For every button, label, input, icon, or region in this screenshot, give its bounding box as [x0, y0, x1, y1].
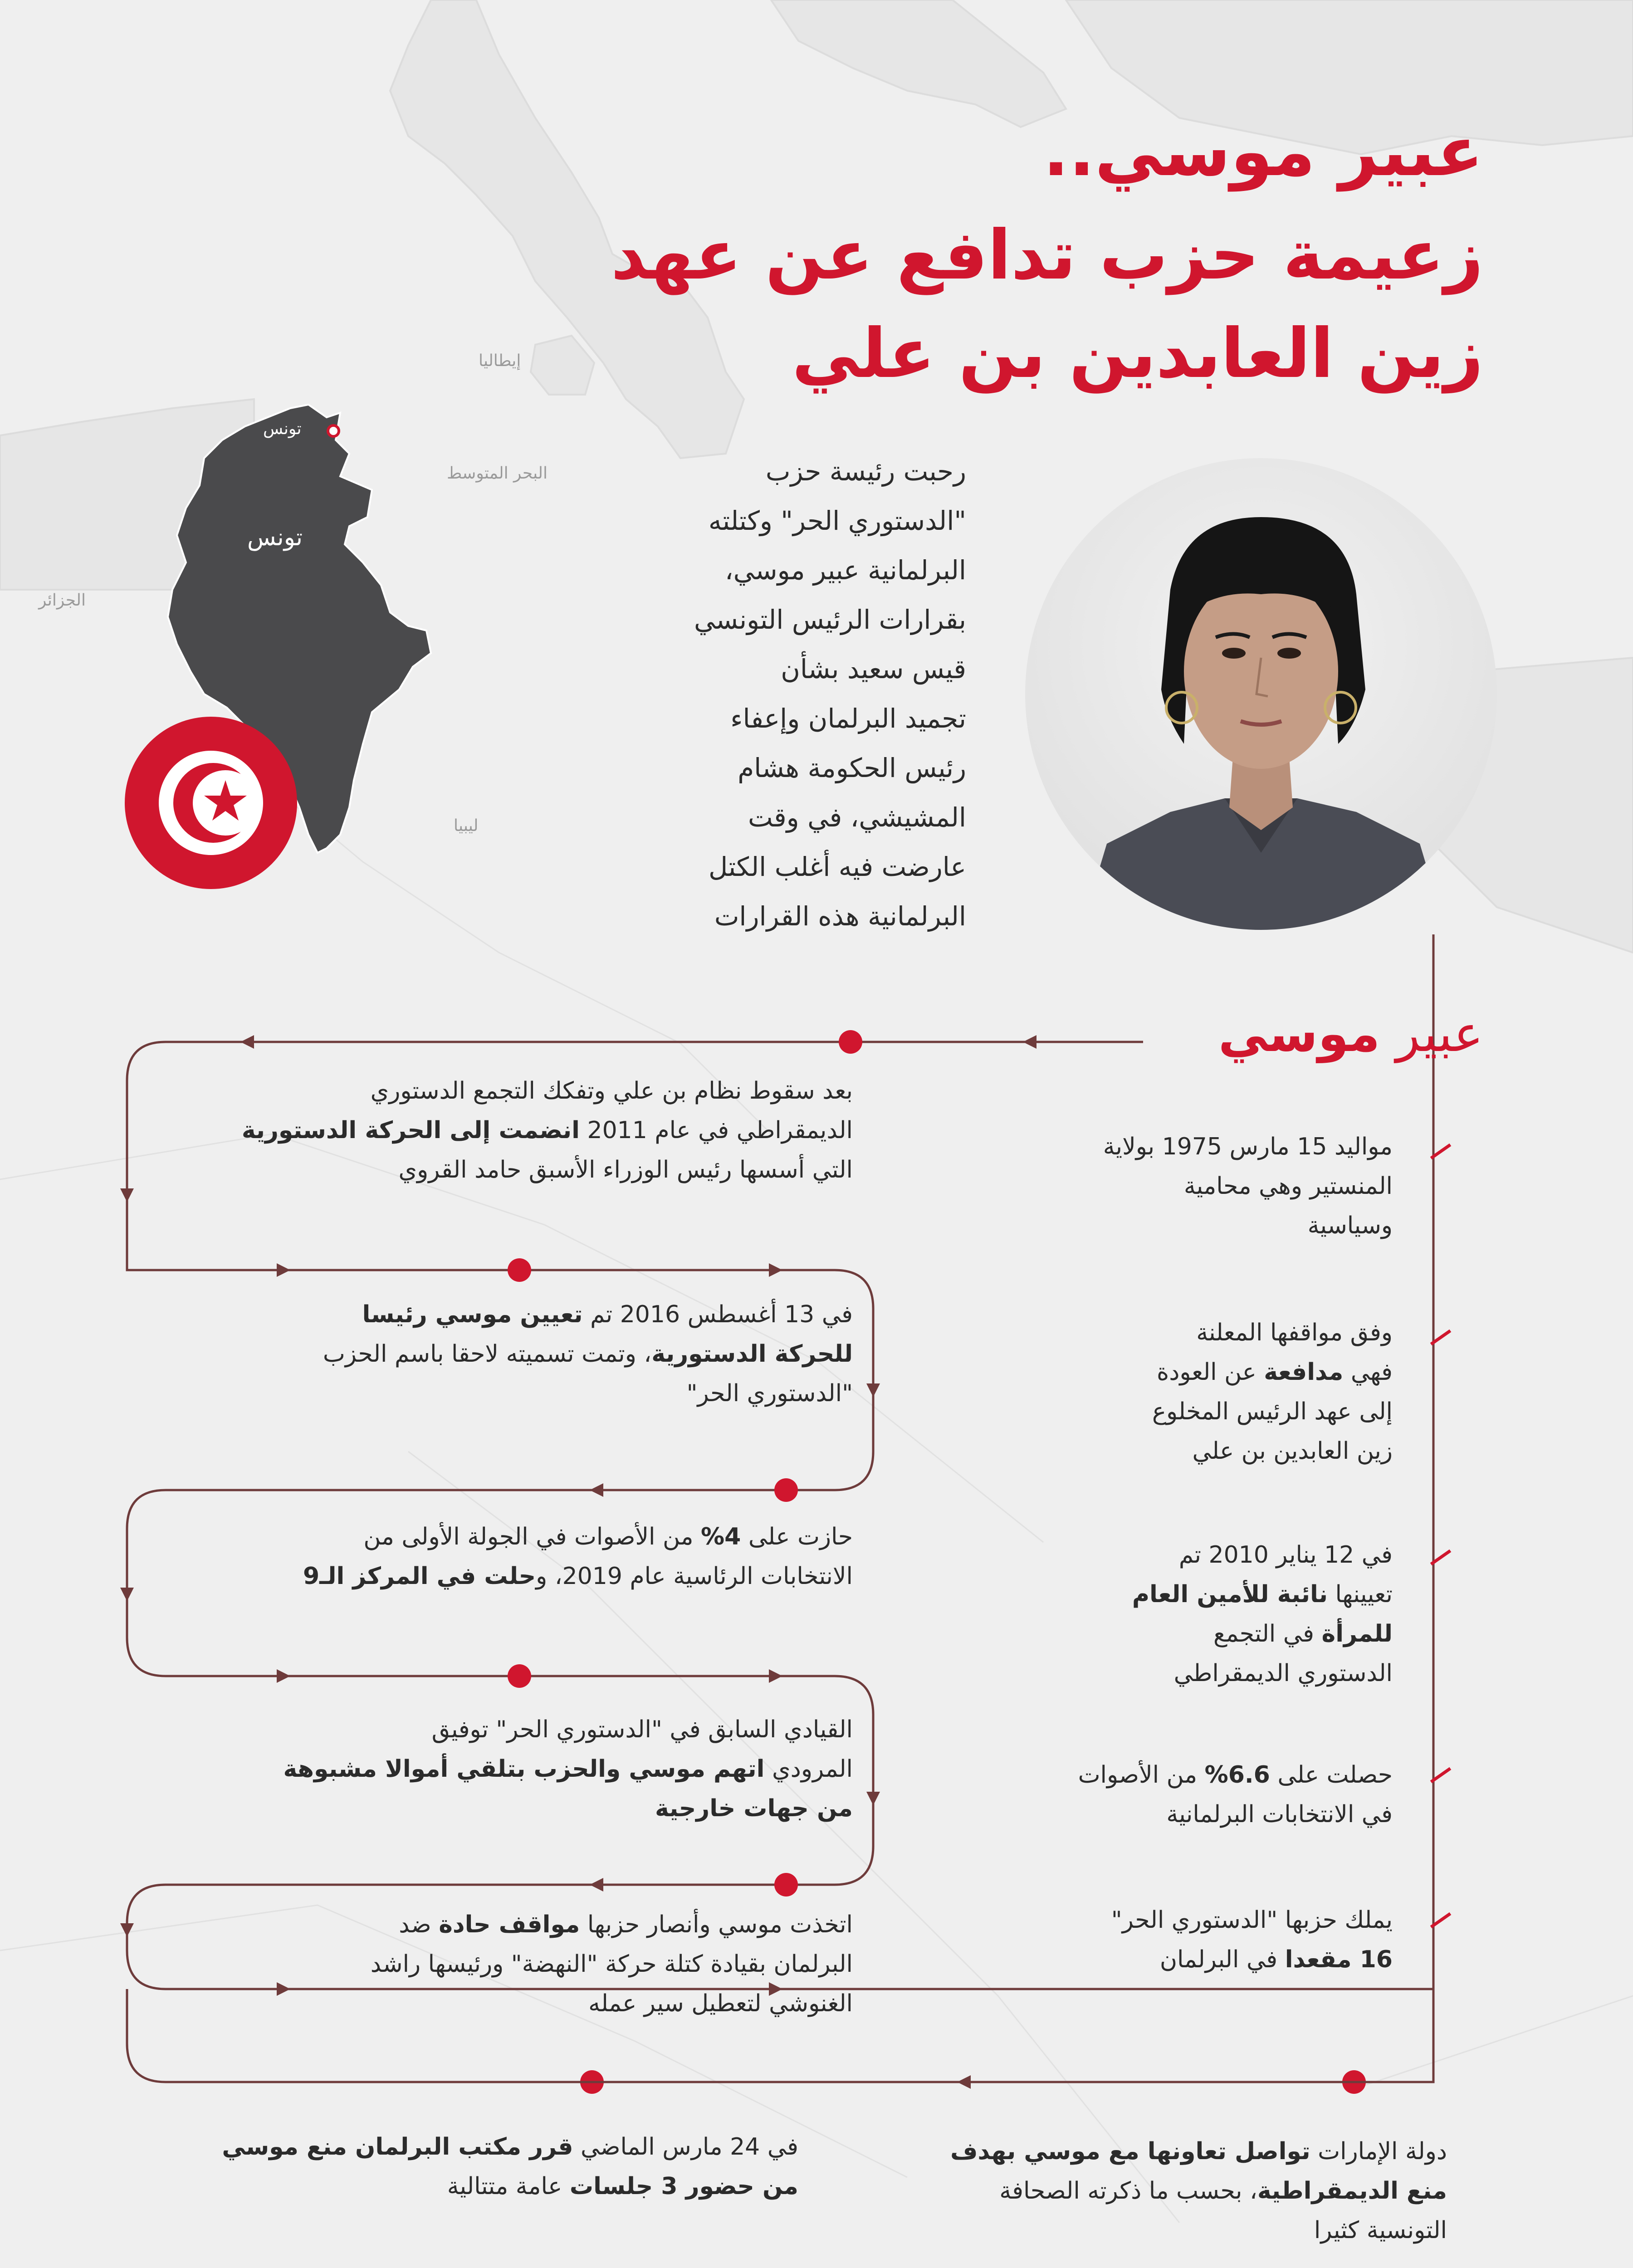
body-text: التي أسسها رئيس الوزراء الأسبق حامد القروي — [398, 1156, 853, 1183]
body-text: المنستير وهي محامية — [1183, 1173, 1393, 1200]
page-title-line-1: عبير موسي.. — [1043, 112, 1483, 191]
body-text: وفق مواقفها المعلنة — [1196, 1319, 1393, 1346]
body-text: بعد سقوط نظام بن علي وتفكك التجمع الدستوري — [370, 1077, 853, 1105]
body-text: ضد — [399, 1911, 439, 1938]
body-text: دولة الإمارات — [1310, 2138, 1447, 2165]
emphasis-text: من جهات خارجية — [655, 1795, 853, 1822]
emphasis-text: اتهم موسي والحزب بتلقي أموالا مشبوهة — [283, 1755, 765, 1783]
emphasis-text: 4% — [701, 1523, 741, 1550]
map-label-libya: ليبيا — [454, 816, 479, 835]
emphasis-text: 6.6% — [1204, 1761, 1270, 1789]
body-text: في 24 مارس الماضي — [573, 2133, 798, 2160]
map-label-italy: إيطاليا — [479, 352, 521, 370]
name-header — [1218, 1005, 1483, 1063]
page-title-line-3: زين العابدين بن علي — [792, 314, 1483, 393]
emphasis-text: تعيين موسي رئيسا — [362, 1301, 583, 1328]
body-text: ، بحسب ما ذكرته الصحافة — [999, 2177, 1257, 2204]
intro-line: المشيشي، في وقت — [748, 802, 966, 833]
body-text: المرودي — [764, 1755, 853, 1783]
emphasis-text: نائبة للأمين العام — [1132, 1581, 1328, 1608]
intro-line: تجميد البرلمان وإعفاء — [730, 703, 966, 734]
body-text: فهي — [1343, 1359, 1393, 1386]
body-text: الديمقراطي في عام 2011 — [579, 1117, 853, 1144]
emphasis-text: من حضور 3 جلسات — [569, 2173, 798, 2200]
body-text: إلى عهد الرئيس المخلوع — [1152, 1398, 1393, 1425]
page-title-line-2: زعيمة حزب تدافع عن عهد — [611, 216, 1483, 295]
name-first: عبير — [1396, 1005, 1483, 1063]
emphasis-text: قرر مكتب البرلمان منع موسي — [222, 2133, 573, 2160]
body-text: عن العودة — [1156, 1359, 1264, 1386]
emphasis-text: للمرأة — [1321, 1620, 1393, 1647]
body-text: من الأصوات في الجولة الأولى من — [363, 1523, 701, 1550]
body-text: البرلمان بقيادة كتلة حركة "النهضة" ورئيسها راشد — [370, 1950, 853, 1978]
body-text: القيادي السابق في "الدستوري الحر" توفيق — [431, 1716, 853, 1743]
body-text: من الأصوات — [1078, 1761, 1205, 1789]
body-text: تعيينها — [1328, 1581, 1393, 1608]
body-text: حصلت على — [1270, 1761, 1393, 1789]
event-march-ban — [163, 2127, 798, 2206]
body-text: يملك حزبها "الدستوري الحر" — [1111, 1906, 1393, 1934]
body-text: عامة متتالية — [447, 2173, 570, 2200]
body-text: اتخذت موسي وأنصار حزبها — [580, 1911, 853, 1938]
fact-2010-appointment — [1066, 1535, 1393, 1693]
intro-line: قيس سعيد بشأن — [781, 654, 966, 684]
event-uae — [862, 2132, 1447, 2250]
map-label-mediterranean: البحر المتوسط — [447, 464, 548, 483]
fact-parliament-votes — [1066, 1755, 1393, 1834]
event-2019 — [163, 1517, 853, 1596]
fact-birth — [1066, 1127, 1393, 1246]
body-text: في الانتخابات البرلمانية — [1166, 1801, 1393, 1828]
body-text: الانتخابات الرئاسية عام 2019، و — [536, 1563, 853, 1590]
emphasis-text: منع الديمقراطية — [1257, 2177, 1447, 2204]
body-text: في 13 أغسطس 2016 تم — [582, 1301, 853, 1328]
emphasis-text: مدافعة — [1264, 1359, 1344, 1386]
body-text: في التجمع — [1213, 1620, 1322, 1647]
country-label: تونس — [247, 524, 303, 551]
body-text: "الدستوري الحر" — [686, 1380, 853, 1407]
body-text: في 12 يناير 2010 تم — [1178, 1541, 1393, 1569]
intro-line: رحبت رئيسة حزب — [765, 456, 966, 487]
body-text: زين العابدين بن علي — [1192, 1437, 1393, 1465]
emphasis-text: انضمت إلى الحركة الدستورية — [241, 1117, 580, 1144]
body-text: التونسية كثيرا — [1314, 2217, 1447, 2244]
event-2011 — [163, 1071, 853, 1190]
body-text: وسياسية — [1307, 1212, 1393, 1239]
event-2016 — [163, 1295, 853, 1413]
body-text: مواليد 15 مارس 1975 بولاية — [1103, 1133, 1393, 1160]
emphasis-text: 16 مقعدا — [1285, 1946, 1393, 1973]
emphasis-text: تواصل تعاونها مع موسي بهدف — [950, 2138, 1310, 2165]
intro-line: البرلمانية عبير موسي، — [724, 555, 966, 586]
name-last: موسي — [1218, 1005, 1380, 1063]
body-text: في البرلمان — [1159, 1946, 1285, 1973]
emphasis-text: للحركة الدستورية — [651, 1340, 853, 1368]
capital-label: تونس — [263, 420, 302, 438]
fact-stance — [1066, 1313, 1393, 1471]
event-parliament-stance — [163, 1905, 853, 2024]
intro-line: بقرارات الرئيس التونسي — [694, 604, 966, 635]
intro-line: البرلمانية هذه القرارات — [714, 901, 966, 932]
emphasis-text: مواقف حادة — [439, 1911, 580, 1938]
event-accusation — [163, 1710, 853, 1828]
body-text: الدستوري الديمقراطي — [1173, 1660, 1393, 1687]
intro-line: "الدستوري الحر" وكتلته — [708, 505, 966, 536]
fact-seats — [1066, 1901, 1393, 1980]
map-label-algeria: الجزائر — [39, 591, 86, 610]
body-text: حازت على — [741, 1523, 853, 1550]
body-text: الغنوشي لتعطيل سير عمله — [588, 1990, 853, 2017]
body-text: ، وتمت تسميته لاحقا باسم الحزب — [323, 1340, 652, 1368]
emphasis-text: حلت في المركز الـ9 — [303, 1563, 536, 1590]
intro-line: عارضت فيه أغلب الكتل — [709, 851, 966, 882]
intro-line: رئيس الحكومة هشام — [738, 753, 966, 783]
